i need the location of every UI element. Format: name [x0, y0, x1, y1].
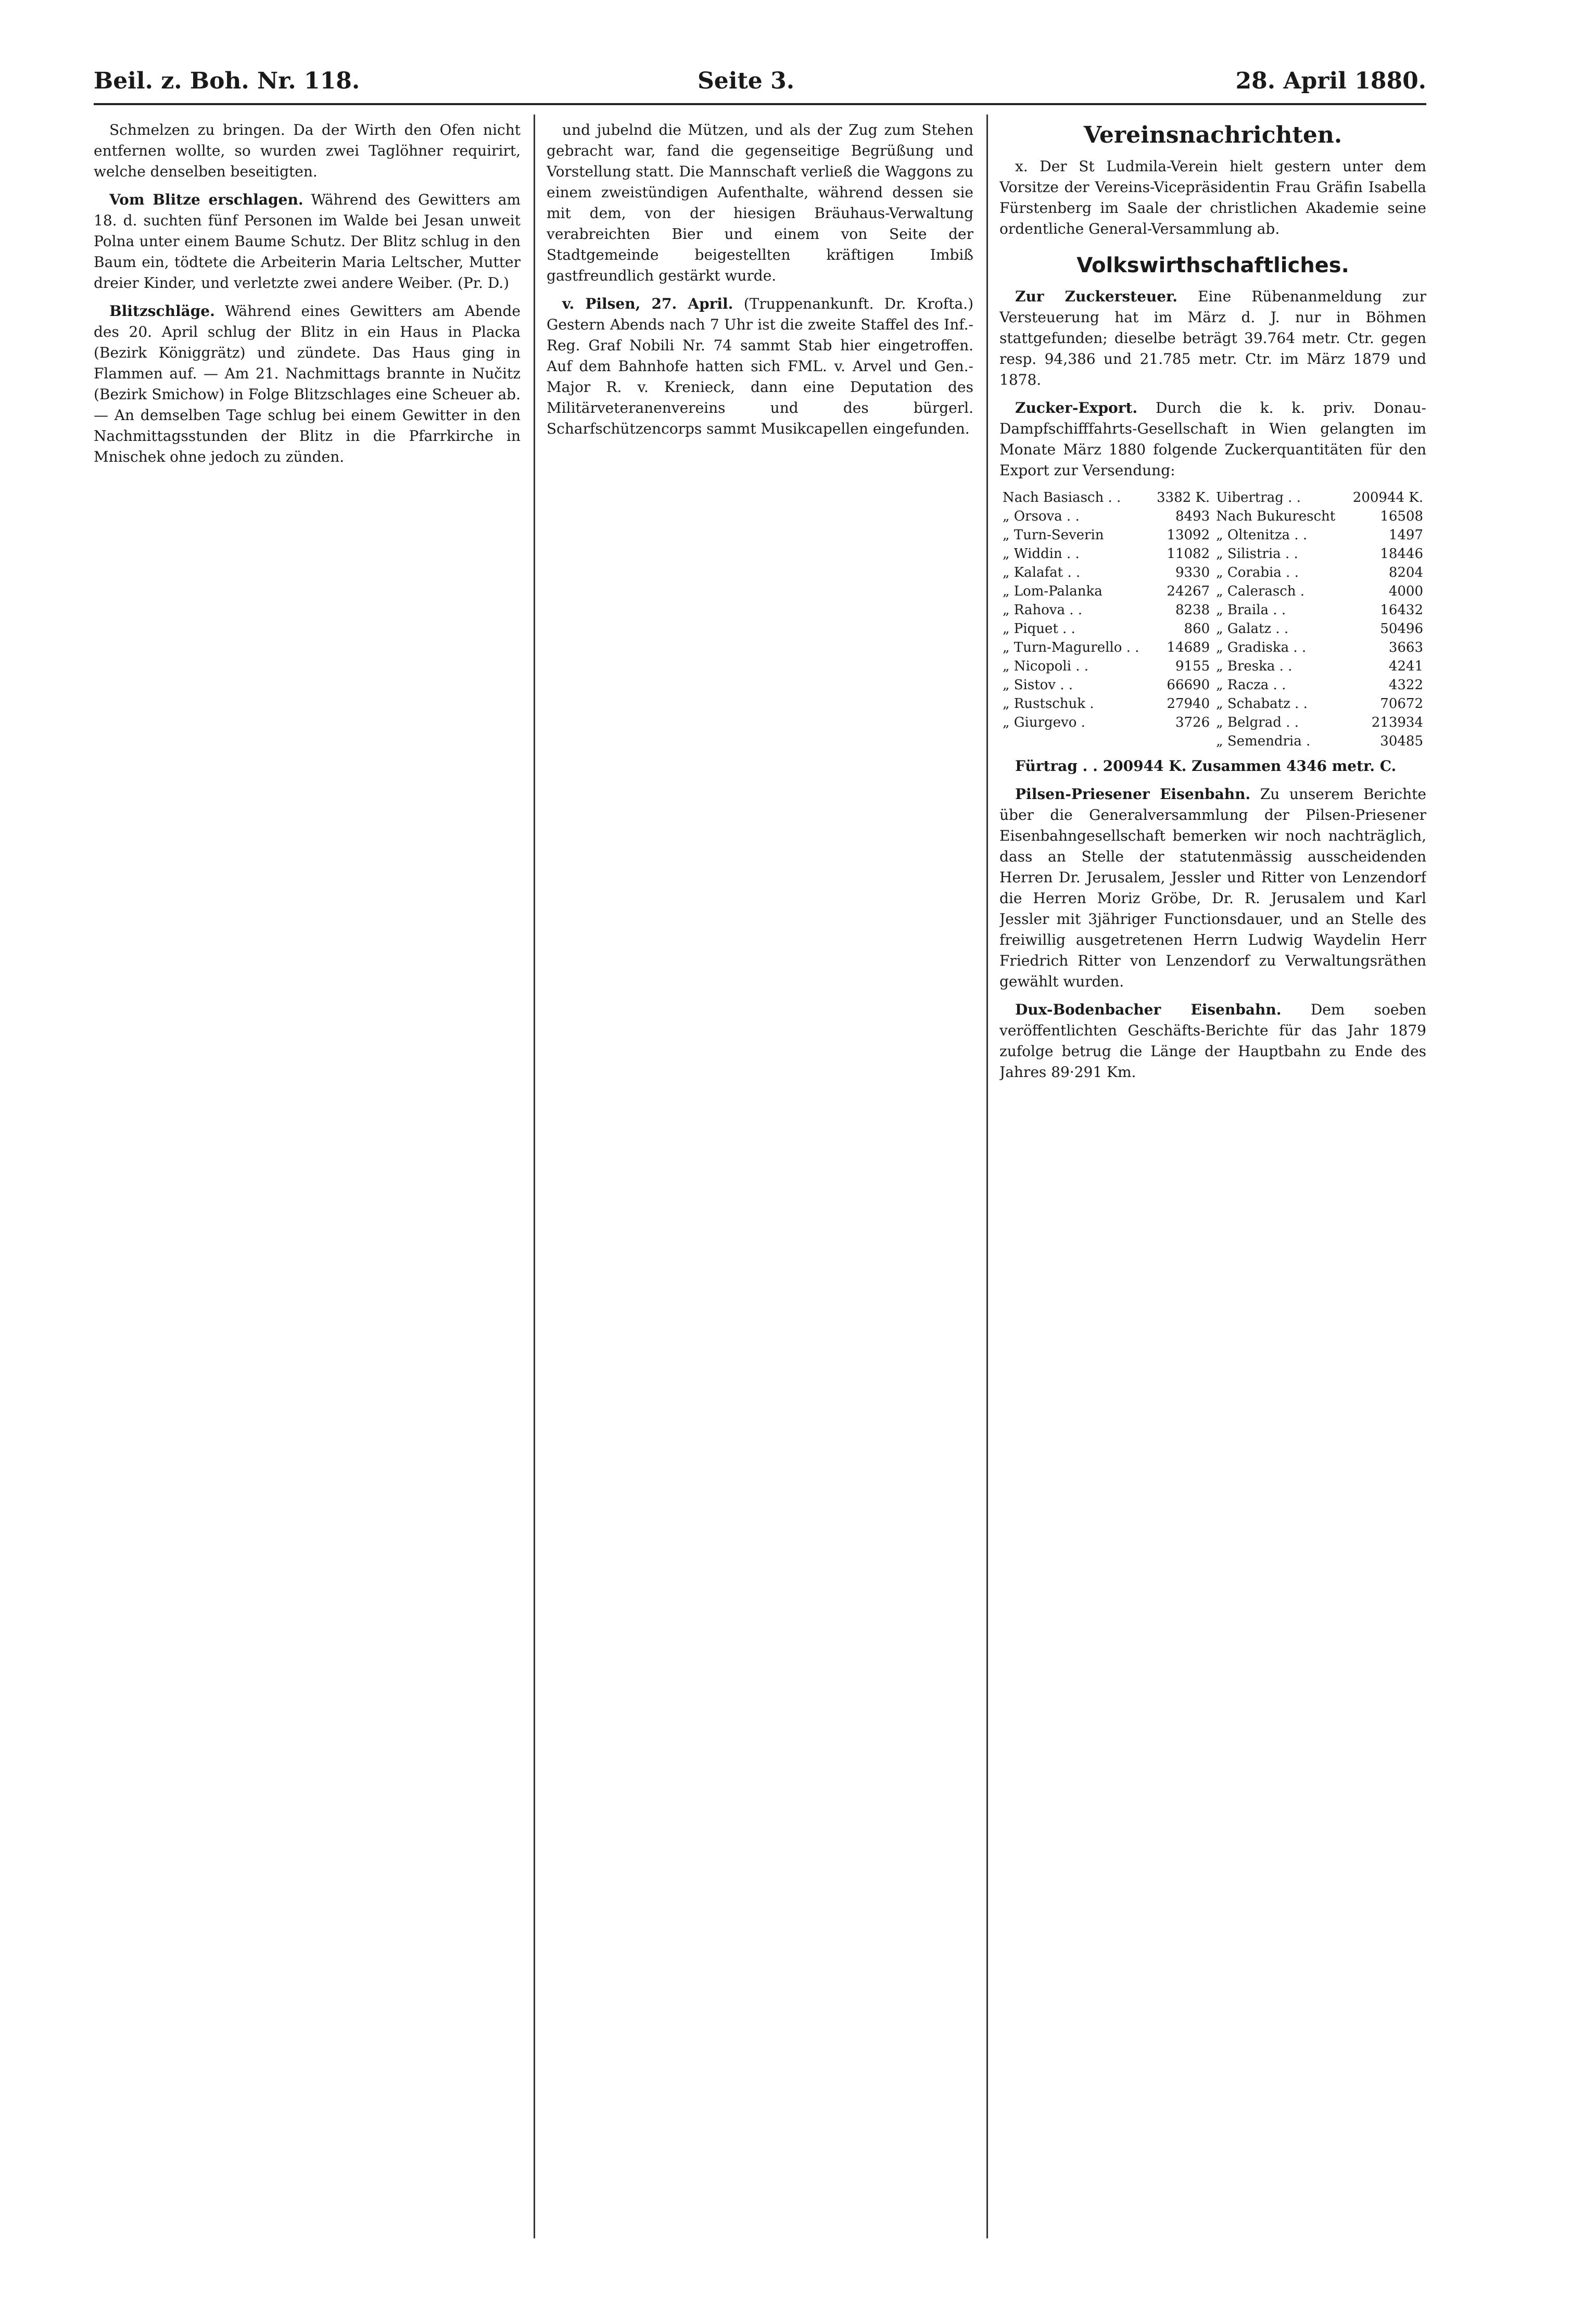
article-paragraph: Schmelzen zu bringen. Da der Wirth den Ofen nicht entfernen wollte, so wurden zwei Taglöhner requirirt, welche denselben beseitigten. — [94, 121, 521, 180]
export-row — [999, 676, 1426, 694]
column-2 — [547, 120, 973, 2228]
newspaper-page — [94, 62, 1426, 2249]
export-cell: „ Braila . . — [1216, 602, 1286, 618]
export-cell: 16508 — [1380, 509, 1423, 524]
export-row — [999, 657, 1426, 676]
export-cell: Nach Bukurescht — [1216, 509, 1336, 524]
export-cell: 70672 — [1380, 696, 1423, 712]
export-cell — [1150, 732, 1213, 751]
article-text: Während eines Gewitters am Abende des 20. April schlug der Blitz in ein Haus in Placka (Bezirk Königgrätz) und zündete. Das Haus ging in Flammen auf. — Am 21. Nachmittags brannte in Nučitz (Bezirk Smichow) in Folge Blitzschlages eine Scheuer ab. — An demselben Tage schlug bei einem Gewitter in den Nachmittagsstunden der Blitz in die Pfarrkirche in Mnischek ohne jedoch zu zünden. — [94, 302, 521, 465]
export-cell: 50496 — [1380, 621, 1423, 637]
export-cell: 16432 — [1380, 602, 1423, 618]
export-row — [999, 713, 1426, 732]
article-text: Durch die k. k. priv. Donau-Dampfschifffahrts-Gesellschaft in Wien gelangten im Monate März 1880 folgende Zuckerquantitäten für den Export zur Versendung: — [999, 399, 1426, 479]
export-cell: „ Racza . . — [1216, 677, 1286, 693]
article-keyword: v. Pilsen, 27. April. — [562, 295, 733, 312]
export-row — [999, 563, 1426, 582]
article-keyword: Zur Zuckersteuer. — [1015, 288, 1177, 305]
export-cell: „ Gradiska . . — [1216, 640, 1307, 655]
export-cell: „ Silistria . . — [1216, 546, 1298, 562]
article-text: Eine Rübenanmeldung zur Versteuerung hat im März d. J. nur in Böhmen stattgefunden; dieselbe beträgt 39.764 metr. Ctr. gegen resp. 94,386 und 21.785 metr. Ctr. im März 1879 und 1878. — [999, 288, 1426, 388]
export-cell: „ Lom-Palanka — [1003, 584, 1103, 599]
export-cell: „ Turn-Severin — [1003, 527, 1104, 543]
export-cell: 4000 — [1388, 584, 1423, 599]
export-row — [999, 582, 1426, 601]
column-divider — [534, 115, 535, 2238]
export-cell: 8204 — [1388, 565, 1423, 580]
article-paragraph — [94, 189, 521, 294]
export-cell: 9330 — [1175, 565, 1210, 580]
article-text: (Truppenankunft. Dr. Krofta.) Gestern Abends nach 7 Uhr ist die zweite Staffel des Inf.-Reg. Graf Nobili Nr. 74 sammt Stab hier eingetroffen. Auf dem Bahnhofe hatten sich FML. v. Arvel und Gen.-Major R. v. Krenieck, dann eine Deputation des Militärveteranenvereins und des bürgerl. Scharfschützencorps sammt Musikcapellen eingefunden. — [547, 295, 973, 437]
export-cell: 3663 — [1388, 640, 1423, 655]
export-cell: „ Turn-Magurello . . — [1003, 640, 1139, 655]
export-cell: 4322 — [1388, 677, 1423, 693]
export-cell: 13092 — [1167, 527, 1210, 543]
export-cell: „ Calerasch . — [1216, 584, 1305, 599]
article-paragraph — [999, 398, 1426, 481]
article-paragraph — [547, 294, 973, 439]
column-1 — [94, 120, 521, 2228]
export-cell: 14689 — [1167, 640, 1210, 655]
article-paragraph — [999, 784, 1426, 992]
export-row — [999, 638, 1426, 657]
export-cell: 27940 — [1167, 696, 1210, 712]
export-cell: 11082 — [1167, 546, 1210, 562]
export-cell: „ Piquet . . — [1003, 621, 1075, 637]
article-text: Dem soeben veröffentlichten Geschäfts-Berichte für das Jahr 1879 zufolge betrug die Länge der Hauptbahn zu Ende des Jahres 89·291 Km. — [999, 1001, 1426, 1081]
export-cell — [999, 732, 1150, 751]
export-cell: 8238 — [1175, 602, 1210, 618]
export-cell: „ Galatz . . — [1216, 621, 1289, 637]
export-cell: „ Nicopoli . . — [1003, 658, 1089, 674]
export-cell: „ Semendria . — [1216, 733, 1311, 749]
page-header — [94, 62, 1426, 104]
export-cell: 200944 K. — [1352, 490, 1423, 505]
export-cell: „ Giurgevo . — [1003, 715, 1085, 730]
article-paragraph — [94, 301, 521, 467]
article-paragraph — [999, 999, 1426, 1083]
export-row — [999, 544, 1426, 563]
header-date: 28. April 1880. — [1235, 68, 1426, 94]
export-cell: 4241 — [1388, 658, 1423, 674]
export-cell: 24267 — [1167, 584, 1210, 599]
export-cell: „ Breska . . — [1216, 658, 1293, 674]
article-text: Zu unserem Berichte über die Generalversammlung der Pilsen-Priesener Eisenbahngesellschaft bemerken wir noch nachträglich, dass an Stelle der statutenmässig ausscheidenden Herren Dr. Jerusalem, Jessler und Ritter von Lenzendorf die Herren Moriz Gröbe, Dr. R. Jerusalem und Karl Jessler mit 3jähriger Functionsdauer, und an Stelle des freiwillig ausgetretenen Herrn Ludwig Waydelin Herr Friedrich Ritter von Lenzendorf zu Verwaltungsräthen gewählt wurden. — [999, 786, 1426, 990]
article-keyword: Zucker-Export. — [1015, 399, 1138, 416]
export-cell: „ Belgrad . . — [1216, 715, 1299, 730]
export-row — [999, 526, 1426, 544]
header-page-number: Seite 3. — [698, 68, 795, 94]
section-title: Volkswirthschaftliches. — [1076, 254, 1349, 277]
export-total: Fürtrag . . 200944 K. Zusammen 4346 metr. C. — [1015, 757, 1397, 775]
column-3 — [999, 120, 1426, 2228]
export-cell: 8493 — [1175, 509, 1210, 524]
export-cell: 3726 — [1175, 715, 1210, 730]
article-keyword: Blitzschläge. — [109, 302, 215, 320]
header-issue: Beil. z. Boh. Nr. 118. — [94, 68, 360, 94]
export-cell: „ Schabatz . . — [1216, 696, 1308, 712]
export-cell: „ Rahova . . — [1003, 602, 1083, 618]
article-keyword: Pilsen-Priesener Eisenbahn. — [1015, 786, 1251, 803]
export-cell: 3382 K. — [1157, 490, 1210, 505]
export-cell: 66690 — [1167, 677, 1210, 693]
export-cell: „ Sistov . . — [1003, 677, 1073, 693]
export-cell: „ Kalafat . . — [1003, 565, 1081, 580]
export-cell: „ Corabia . . — [1216, 565, 1299, 580]
export-cell: „ Oltenitza . . — [1216, 527, 1308, 543]
export-cell: Uibertrag . . — [1216, 490, 1301, 505]
section-title: Vereinsnachrichten. — [1083, 122, 1342, 148]
export-cell: Nach Basiasch . . — [1003, 490, 1121, 505]
export-row — [999, 694, 1426, 713]
export-cell: 860 — [1184, 621, 1210, 637]
export-cell: 30485 — [1380, 733, 1423, 749]
article-keyword: Dux-Bodenbacher Eisenbahn. — [1015, 1001, 1282, 1018]
export-cell: 18446 — [1380, 546, 1423, 562]
export-cell: „ Rustschuk . — [1003, 696, 1094, 712]
export-cell: 9155 — [1175, 658, 1210, 674]
export-table — [999, 488, 1426, 751]
header-rule — [94, 103, 1426, 105]
export-row — [999, 488, 1426, 507]
article-text: Während des Gewitters am 18. d. suchten fünf Personen im Walde bei Jesan unweit Polna unter einem Baume Schutz. Der Blitz schlug in den Baum ein, tödtete die Arbeiterin Maria Leltscher, Mutter dreier Kinder, und verletzte zwei andere Weiber. (Pr. D.) — [94, 191, 521, 292]
export-cell: 1497 — [1388, 527, 1423, 543]
export-cell: „ Widdin . . — [1003, 546, 1080, 562]
export-row — [999, 619, 1426, 638]
article-paragraph — [999, 286, 1426, 390]
export-row — [999, 732, 1426, 751]
article-paragraph: x. Der St Ludmila-Verein hielt gestern unter dem Vorsitze der Vereins-Vicepräsidentin Frau Gräfin Isabella Fürstenberg im Saale der christlichen Akademie seine ordentliche General-Versammlung ab. — [999, 158, 1426, 237]
export-row — [999, 507, 1426, 526]
export-cell: 213934 — [1371, 715, 1423, 730]
article-keyword: Vom Blitze erschlagen. — [109, 191, 303, 208]
article-paragraph: und jubelnd die Mützen, und als der Zug zum Stehen gebracht war, fand die gegenseitige Begrüßung und Vorstellung statt. Die Mannschaft verließ die Waggons zu einem zweistündigen Aufenthalte, während dessen sie mit dem, von der hiesigen Bräuhaus-Verwaltung verabreichten Bier und einem von Seite der Stadtgemeinde beigestellten kräftigen Imbiß gastfreundlich gestärkt wurde. — [547, 121, 973, 284]
export-row — [999, 601, 1426, 619]
export-cell: „ Orsova . . — [1003, 509, 1080, 524]
column-divider — [986, 115, 988, 2238]
